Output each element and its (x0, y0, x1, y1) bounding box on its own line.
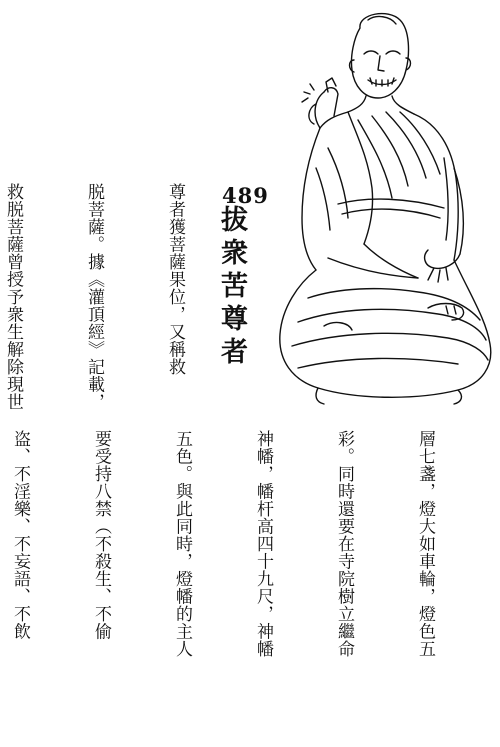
text-column: 層七盞，燈大如車輪，燈色五 (415, 430, 435, 658)
text-column: 救脱菩薩曾授予衆生解除現世 (3, 183, 23, 411)
upper-text-block (0, 183, 242, 418)
text-column: 神幡，幡杆高四十九尺，神幡 (253, 430, 273, 658)
entry-number: 489 (222, 183, 269, 208)
text-column: 五色。與此同時，燈幡的主人 (172, 430, 192, 658)
text-column: 盗、不淫樂、不妄語、不飲 (10, 430, 30, 640)
text-column: 尊者獲菩薩果位，又稱救 (165, 183, 185, 376)
text-column: 脱菩薩。據《灌頂經》記載， (84, 183, 104, 411)
arhat-figure-illustration (268, 8, 500, 408)
text-column: 要受持八禁（不殺生、不偷 (91, 430, 111, 640)
lower-text-block (2, 430, 492, 730)
entry-title: 拔衆苦尊者 (216, 205, 247, 370)
text-column: 彩。同時還要在寺院樹立繼命 (334, 430, 354, 658)
